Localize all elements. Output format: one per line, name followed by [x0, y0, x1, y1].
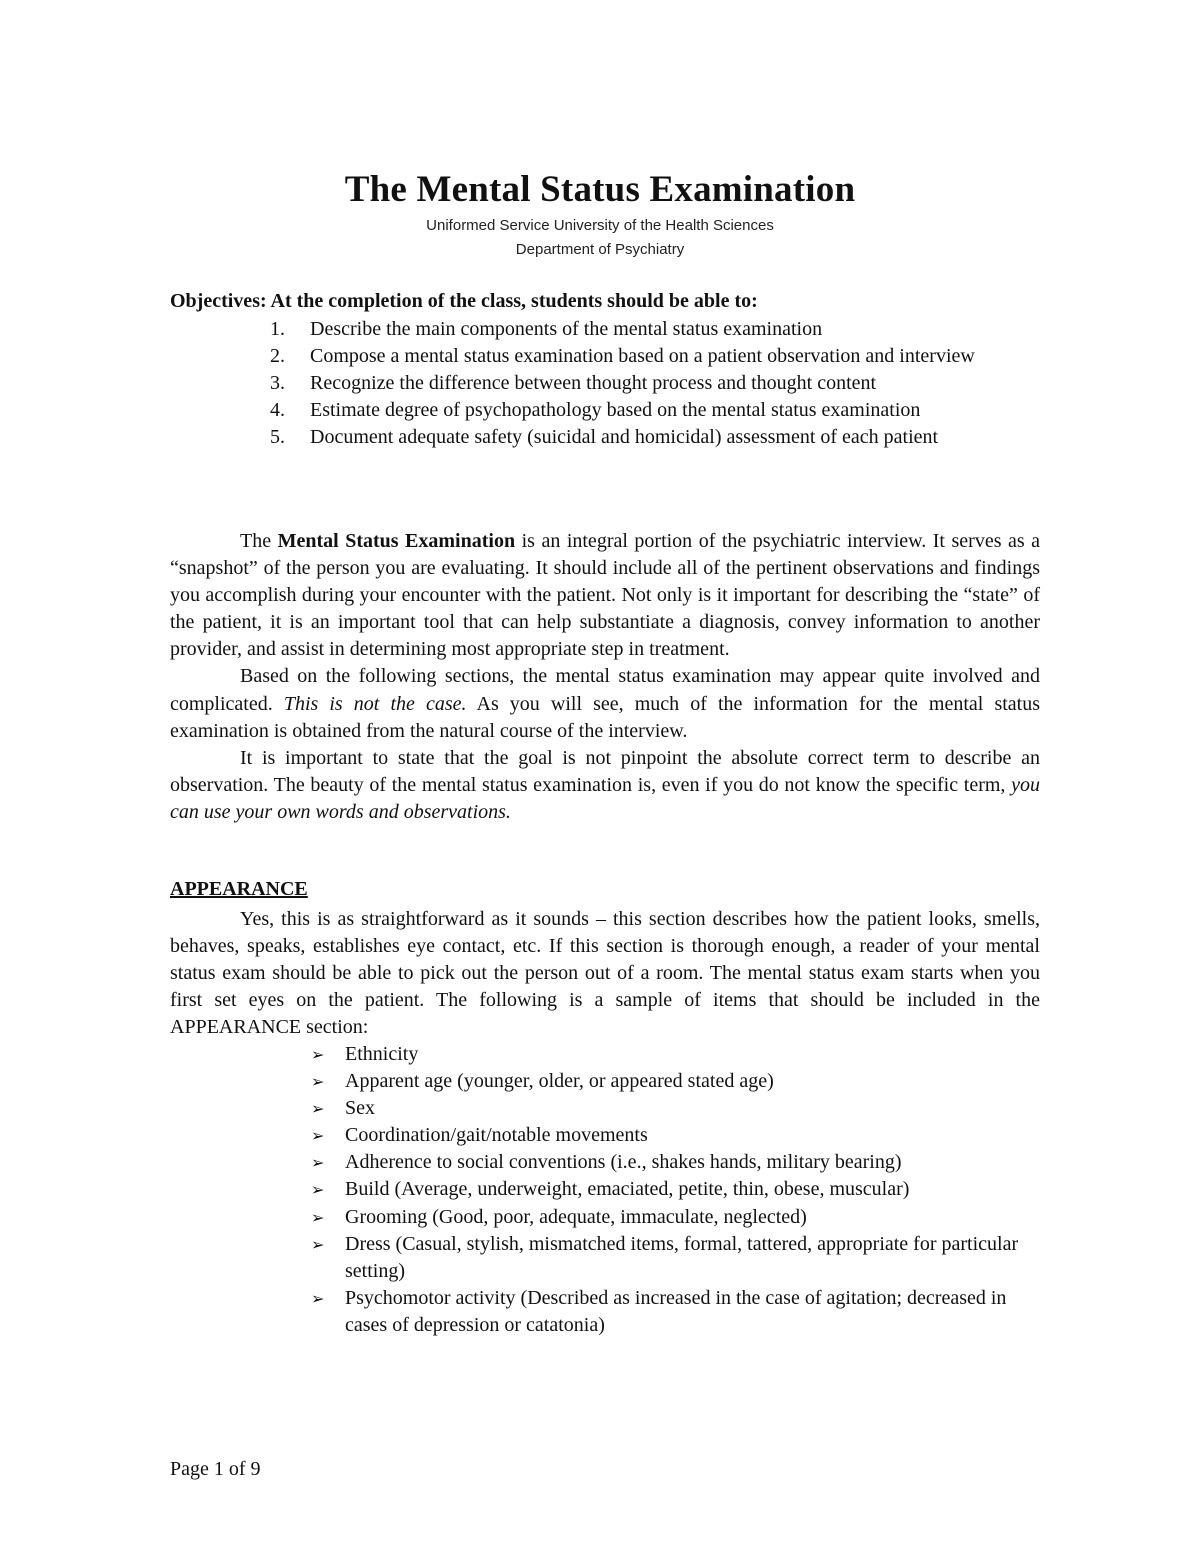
arrow-bullet-icon: ➢: [311, 1045, 325, 1064]
arrow-bullet-icon: ➢: [311, 1234, 325, 1254]
objective-text: Compose a mental status examination based on a patient observation and interview: [310, 345, 975, 367]
objective-item: [270, 343, 1050, 370]
objectives-heading: Objectives: At the completion of the class, students should be able to:: [170, 290, 758, 312]
intro-p2-italic: This is not the case.: [283, 692, 467, 715]
department-name: Department of Psychiatry: [515, 241, 685, 258]
arrow-bullet-icon: ➢: [311, 1099, 325, 1119]
list-item: [311, 1149, 1051, 1176]
bullet-text: Sex: [345, 1097, 375, 1120]
arrow-bullet-icon: ➢: [311, 1288, 325, 1308]
list-item: [311, 1095, 1051, 1122]
bullet-text: Build (Average, underweight, emaciated, petite, thin, obese, muscular): [345, 1178, 910, 1201]
objective-text: Document adequate safety (suicidal and homicidal) assessment of each patient: [310, 426, 939, 448]
arrow-bullet-icon: ➢: [311, 1207, 325, 1227]
objective-number: 3.: [270, 372, 285, 394]
bullet-text: Psychomotor activity (Described as increased in the case of agitation; decreased in cases of depression or catatonia): [345, 1286, 1007, 1336]
intro-paragraph-2: [170, 663, 1040, 744]
arrow-bullet-icon: ➢: [311, 1153, 325, 1173]
list-item: [311, 1122, 1051, 1149]
list-item: [311, 1176, 1051, 1203]
arrow-bullet-icon: ➢: [311, 1126, 325, 1146]
list-item: [311, 1285, 1051, 1339]
appearance-heading: APPEARANCE: [170, 878, 308, 900]
intro-paragraph-3: [170, 745, 1040, 826]
bullet-text: Ethnicity: [345, 1043, 419, 1065]
objective-item: [270, 370, 1050, 397]
intro-p1-lead: The: [240, 530, 278, 552]
bullet-text: Grooming (Good, poor, adequate, immaculate, neglected): [345, 1205, 807, 1228]
objective-item: [270, 316, 1050, 343]
objective-number: 1.: [270, 318, 285, 340]
list-item: [311, 1041, 1051, 1068]
institution-name: Uniformed Service University of the Health Sciences: [426, 217, 774, 234]
intro-p1-bold-term: Mental Status Examination: [277, 530, 516, 552]
objective-number: 5.: [270, 426, 285, 448]
objective-number: 2.: [270, 345, 285, 367]
objectives-list: [270, 316, 1050, 451]
list-item: [311, 1068, 1051, 1095]
intro-p1-body: is an integral portion of the psychiatric interview. It serves as a “snapshot” of the person you are evaluating. It should include all of the pertinent observations and findings you accomplish during your encounter with the patient. Not only is it important for describing the “state” of the patient, it is an important tool that can help substantiate a diagnosis, convey information to another provider, and assist in determining most appropriate step in treatment.: [170, 530, 1041, 661]
arrow-bullet-icon: ➢: [311, 1072, 325, 1092]
intro-p2-body: As you will see, much of the information for the mental status examination is obtained from the natural course of the interview.: [170, 692, 1041, 742]
objective-text: Recognize the difference between thought process and thought content: [310, 372, 877, 394]
intro-p3-italic: you can use your own words and observations.: [170, 773, 1040, 823]
bullet-text: Dress (Casual, stylish, mismatched items, formal, tattered, appropriate for particular setting): [345, 1232, 1019, 1282]
bullet-text: Apparent age (younger, older, or appeared stated age): [345, 1070, 774, 1093]
appearance-bullet-list: [311, 1041, 1051, 1339]
arrow-bullet-icon: ➢: [311, 1180, 325, 1200]
intro-p2-lead: Based on the following sections, the mental status examination may appear quite involved and complicated.: [170, 665, 1040, 715]
appearance-section: [170, 906, 1040, 1041]
list-item: [311, 1204, 1051, 1231]
intro-paragraph-1: [170, 528, 1040, 663]
objective-number: 4.: [270, 399, 285, 421]
document-title: The Mental Status Examination: [344, 169, 856, 210]
list-item: [311, 1231, 1051, 1285]
objective-text: Estimate degree of psychopathology based on the mental status examination: [310, 399, 921, 421]
bullet-text: Coordination/gait/notable movements: [345, 1124, 648, 1147]
page-number: Page 1 of 9: [170, 1458, 261, 1480]
intro-section: [170, 528, 1040, 826]
intro-p3-lead: It is important to state that the goal is not pinpoint the absolute correct term to describe an observation. The beauty of the mental status examination is, even if you do not know the specific term,: [170, 746, 1040, 796]
objective-item: [270, 424, 1050, 451]
bullet-text: Adherence to social conventions (i.e., shakes hands, military bearing): [345, 1151, 902, 1174]
appearance-paragraph: Yes, this is as straightforward as it sounds – this section describes how the patient looks, smells, behaves, speaks, establishes eye contact, etc. If this section is thorough enough, a reader of your mental status exam should be able to pick out the person out of a room. The mental status exam starts when you first set eyes on the patient. The following is a sample of items that should be included in the APPEARANCE section:: [170, 908, 1040, 1039]
objective-text: Describe the main components of the mental status examination: [310, 318, 823, 340]
objective-item: [270, 397, 1050, 424]
